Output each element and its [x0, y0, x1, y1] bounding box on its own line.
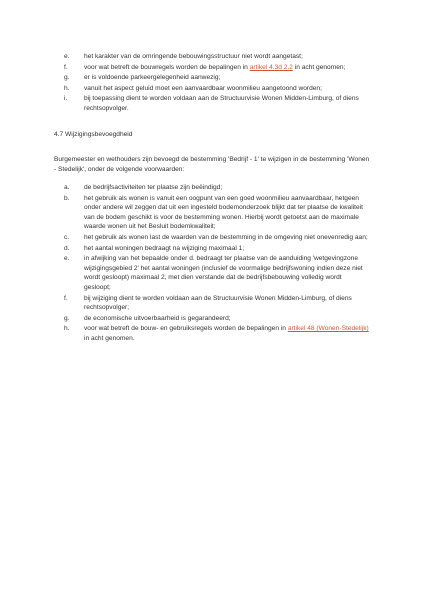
list-item [64, 94, 364, 113]
list-text-pre: voor wat betreft de bouwregels worden de bepalingen in [84, 63, 250, 71]
article-link[interactable]: artikel 48 (Wonen-Stedelijk) [287, 325, 369, 333]
list-letter: e. [64, 53, 70, 60]
list-letter: c. [64, 233, 70, 241]
list-item [64, 314, 370, 324]
list-item [64, 52, 364, 62]
list-item [64, 63, 364, 73]
list-item [64, 73, 364, 83]
list-letter: h. [64, 325, 70, 333]
list-letter: a. [64, 184, 70, 191]
list-text: het aantal woningen bedraagt na wijziging maximaal 1; [84, 244, 245, 252]
list-text: bij wijziging dient te worden voldaan aan de Structuurvisie Wonen Midden-Limburg, of diens rechtsopvolger; [84, 294, 352, 312]
list-letter: d. [64, 244, 70, 252]
list-item [64, 84, 364, 94]
list-letter: h. [64, 84, 70, 92]
list-item [64, 244, 370, 254]
list-text-post: in acht genomen. [84, 334, 135, 342]
list-item [64, 294, 370, 313]
top-conditions-list [64, 52, 364, 115]
conditions-list [64, 183, 370, 345]
list-text-pre: voor wat betreft de bouw- en gebruiksregels worden de bepalingen in [84, 325, 288, 333]
article-link[interactable]: artikel 4.3d 2.2 [249, 63, 293, 71]
list-letter: g. [64, 314, 70, 322]
list-text: er is voldoende parkeergelegenheid aanwezig; [84, 74, 221, 82]
list-letter: i. [64, 95, 68, 103]
list-text: het gebruik als wonen last de waarden van de bestemming in de omgeving niet onevenredig aan; [84, 233, 368, 241]
list-item [64, 254, 370, 292]
list-text: het gebruik als wonen is vanuit een oogpunt van een goed woonmilieu aanvaardbaar, hetgeen onder andere wil zeggen dat uit een ingesteld bodemonderzoek blijkt dat ter plaatse de kwaliteit van de bodem geschikt is voor de bestemming wonen. Hierbij wordt getoetst aan de maximale waarde wonen uit het Besluit bodemkwaliteit; [84, 194, 363, 231]
list-text: in afwijking van het bepaalde onder d. bedraagt ter plaatse van de aanduiding 'wetgevingzone wijzigingsgebied 2' het aantal woningen (inclusief de voormalige bedrijfswoning indien deze niet wordt gesloopt) maximaal 2, met dien verstande dat de bedrijfsbebouwing volledig wordt gesloopt; [84, 255, 363, 291]
list-letter: f. [64, 63, 68, 71]
list-item [64, 183, 370, 193]
list-text: vanuit het aspect geluid moet een aanvaardbaar woonmilieu aangetoond worden; [84, 84, 322, 92]
list-text: bij toepassing dient te worden voldaan aan de Structuurvisie Wonen Midden-Limburg, of diens rechtsopvolger. [84, 95, 359, 112]
list-letter: e. [64, 255, 70, 263]
list-letter: g. [64, 74, 70, 82]
list-text: de economische uitvoerbaarheid is gegarandeerd; [84, 314, 231, 322]
list-letter: b. [64, 194, 70, 202]
list-item [64, 194, 370, 232]
list-item [64, 233, 370, 243]
list-text: de bedrijfsactiviteiten ter plaatse zijn beëindigd; [84, 184, 223, 191]
list-text: het karakter van de omringende bebouwingsstructuur niet wordt aangetast; [84, 53, 303, 60]
section-heading: 4.7 Wijzigingsbevoegdheid [54, 131, 133, 138]
intro-paragraph: Burgemeester en wethouders zijn bevoegd de bestemming 'Bedrijf - 1' te wijzigen in de bestemming 'Wonen - Stedelijk', onder de volgende voorwaarden: [54, 156, 370, 173]
list-item [64, 324, 370, 343]
list-letter: f. [64, 294, 68, 302]
list-text-post: in acht genomen; [292, 63, 346, 71]
